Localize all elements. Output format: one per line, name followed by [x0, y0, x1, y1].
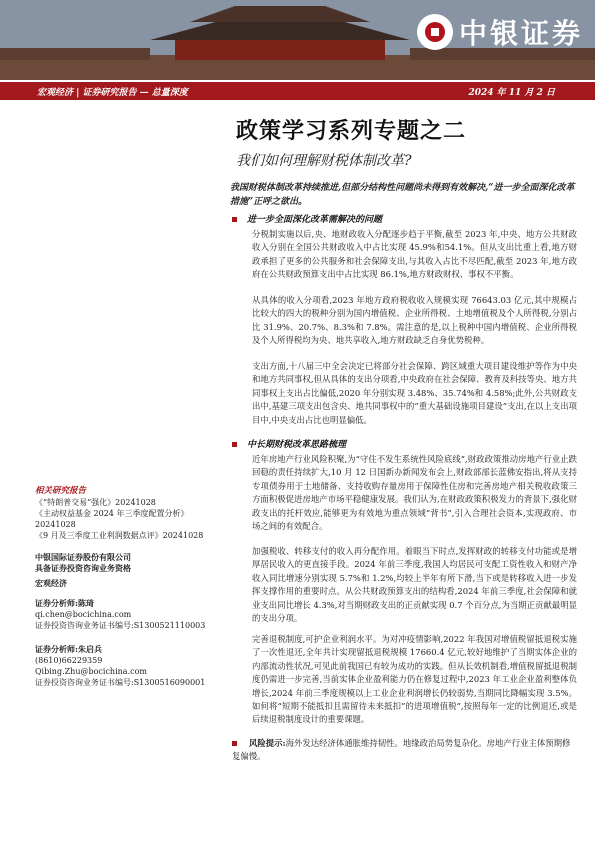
company-info	[35, 552, 225, 589]
analyst-name: 证券分析师:陈琦	[35, 598, 94, 608]
brand-logo	[417, 12, 583, 52]
page-title: 政策学习系列专题之二	[236, 118, 467, 144]
paragraph-6: 完善退税制度,可护企业利润水平。为对冲疫情影响,2022 年我国对增值税留抵退税实施了一次性退还,全年共计实现留抵退税规模 17660.4 亿元,较好地维护了当期实体企业的内部流动性状况,可见此前我国已有较为成功的实践。但从长效机制看,增值税留抵退税制度仍需进一步完善,当前实体企业盈利能力仍在修复过程中,2023 年工业企业盈利整体负增长,2024 年前三季度规模以上工业企业利润增长仍较弱势,当期同比降幅实现 3.5%。如何将“短期不能抵扣且需留待未来抵扣”的进项增值税”,按照每年一定的比例退还,或是后续退税制度设计的重要课题。	[252, 634, 577, 725]
analyst-phone: (8610)66229359	[35, 656, 103, 665]
paragraph-2: 从具体的收入分项看,2023 年地方政府税收收入规模实现 76643.03 亿元,其中规模占比较大的四大的税种分别为国内增值税、企业所得税、土地增值税及个人所得税,分别占比 31.9%、20.7%、8.3%和 7.8%。需注意的是,以上税种中国内增值税、企业所得税及个人所得税均为央、地共享收入,地方财政缺乏自身优势税种。	[252, 295, 577, 346]
risk-note	[232, 737, 577, 764]
related-heading: 相关研究报告	[35, 486, 87, 496]
company-qualification: 具备证券投资咨询业务资格	[35, 563, 131, 573]
paragraph-4: 近年房地产行业风险积聚,为“守住不发生系统性风险底线”,财政政策推动房地产行业止跌回稳的责任持续扩大,10 月 12 日国新办新闻发布会上,财政部部长蓝佛安指出,将从支持专项债券用于土地储备、支持收购存量房用于保障性住房和完善房地产相关税收政策三方面积极促进房地产市场平稳健康发展。我们认为,在财政政策积极发力的背景下,强化财政支出的托杆效应,能够更为有效地为重点领域“背书”,引入合理社会资本,实现政府、市场之间的有效配合。	[252, 454, 577, 532]
analyst-name: 证券分析师:朱启兵	[35, 644, 102, 654]
header-banner	[0, 0, 595, 80]
brand-name: 中银证券	[458, 17, 583, 50]
paragraph-5: 加强税收、转移支付的收入再分配作用。着眼当下时点,发挥财政的转移支付功能或是增厚居民收入的更直接手段。2024 年前三季度,我国人均居民可支配工资性收入和财产净收入同比增速分别实现 5.7%和 1.2%,均较上半年有所下滑,当下或是转移收入进一步发挥支撑作用的重要时点。从公共财政预算支出的结构看,2024 年前三季度,社会保障和就业支出同比增长 4.3%,对当期财政支出的正贡献实现 0.7 个百分点,为当期正贡献最明显的支出分项。	[252, 546, 577, 624]
related-report: 《“特朗普交易”强化》20241028	[35, 498, 156, 507]
analyst-license: 证券投资咨询业务证书编号:S1300516090001	[35, 678, 206, 687]
bullet-square-icon	[232, 217, 237, 222]
bullet-square-icon	[232, 442, 237, 447]
analyst-email: Qibing.Zhu@bocichina.com	[35, 667, 147, 676]
risk-text: 海外发达经济体通胀维持韧性。地缘政治局势复杂化。房地产行业主体预期修复偏慢。	[232, 738, 571, 762]
related-reports	[35, 486, 225, 541]
report-sector: 宏观经济	[35, 578, 67, 588]
analyst-license: 证券投资咨询业务证书编号:S1300521110003	[35, 621, 206, 630]
report-category: 宏观经济 | 证券研究报告 — 总量深度	[37, 87, 188, 98]
analyst-2	[35, 644, 225, 688]
related-report: 《主动权益基金 2024 年三季度配置分析》20241028	[35, 509, 189, 529]
report-info-bar	[0, 82, 595, 100]
analyst-email: qi.chen@bocichina.com	[35, 610, 132, 619]
section-heading-2: 中长期财税改革思路梳理	[232, 437, 346, 450]
risk-label: 风险提示:	[249, 738, 286, 748]
summary-text: 我国财税体制改革持续推进,但部分结构性问题尚未得到有效解决,“进一步全面深化改革措施”正呼之欲出。	[230, 183, 575, 207]
page-subtitle: 我们如何理解财税体制改革?	[236, 153, 412, 169]
paragraph-3: 支出方面,十八届三中全会决定已将部分社会保障、跨区域重大项目建设维护等作为中央和地方共同事权,但从具体的支出分项看,中央政府在社会保障、教育及科技等央、地方共同事权上支出占比偏低,2020 年分别实现 3.48%、35.74%和 4.58%;此外,公共财政支出中,基建三项支出包含央、地共同事权中的“重大基础设施项目建设”支出,在以上支出项目中,中央支出占比也明显偏低。	[252, 361, 577, 425]
company-name: 中银国际证券股份有限公司	[35, 552, 131, 562]
bank-logo-icon	[417, 14, 453, 50]
paragraph-1: 分税制实施以后,央、地财政收入分配逐步趋于平衡,截至 2023 年,中央、地方公共财政收入分别在全国公共财政收入中占比实现 45.9%和54.1%。但从支出比重上看,地方财政承担了更多的公共服务和社会保障支出,与其收入占比不尽匹配,截至 2023 年,地方政府在公共财政预算支出中占比实现 86.1%,地方财政财权、事权不平衡。	[252, 229, 577, 280]
section-heading-1: 进一步全面深化改革需解决的问题	[232, 212, 382, 225]
bullet-square-icon	[232, 741, 237, 746]
analyst-1	[35, 598, 225, 631]
report-date: 2024 年 11 月 2 日	[468, 87, 555, 98]
related-report: 《9 月及三季度工业利润数据点评》20241028	[35, 531, 204, 540]
